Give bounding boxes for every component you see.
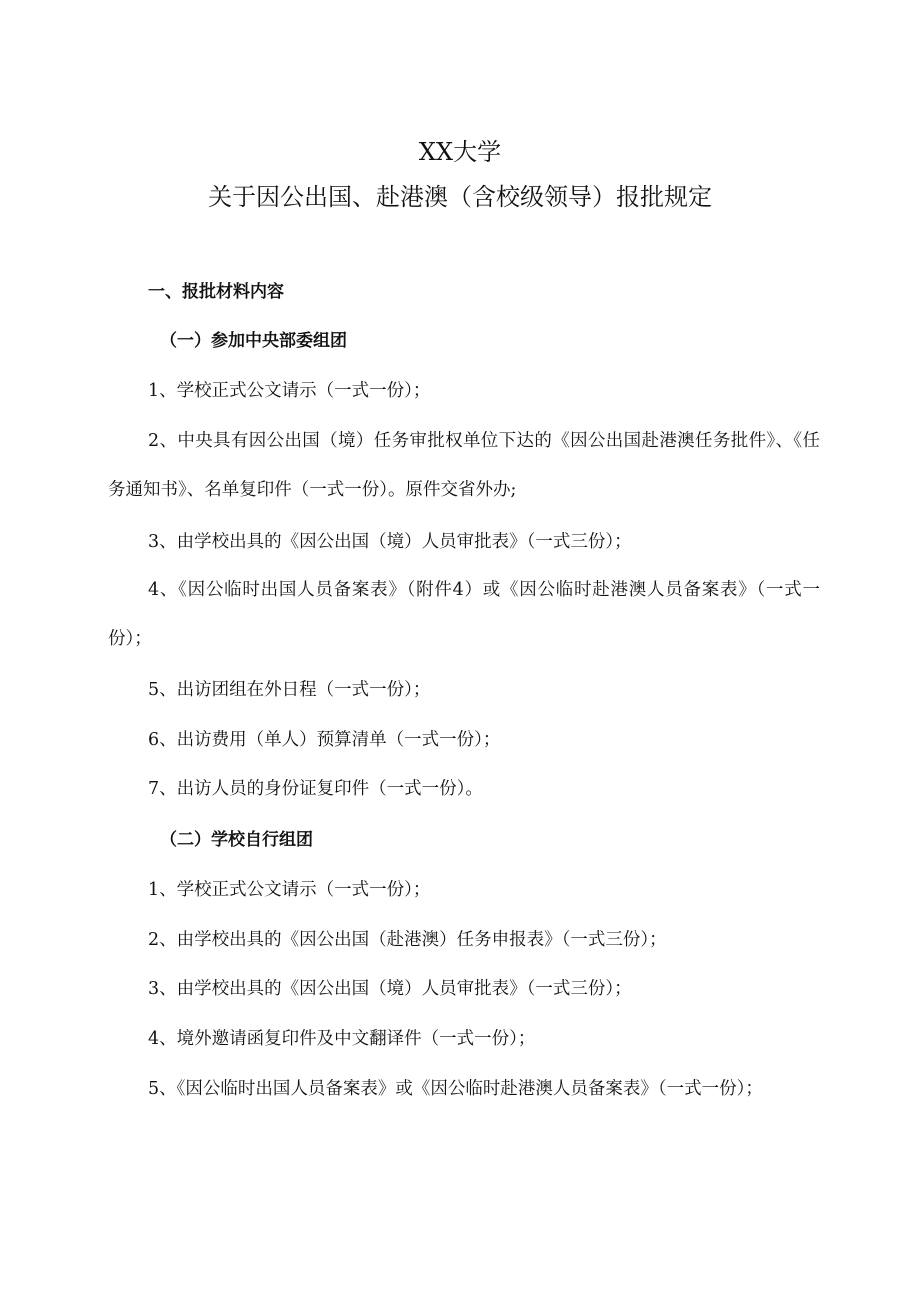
document-title-university: XX大学 [418,138,502,166]
subsection-heading-central-ministry: （一）参加中央部委组团 [160,331,347,351]
list-item: 7、出访人员的身份证复印件（一式一份）。 [148,779,483,799]
list-item: 1、学校正式公文请示（一式一份）； [148,381,431,401]
list-item: 1、学校正式公文请示（一式一份）； [148,880,431,900]
list-item: 2、中央具有因公出国（境）任务审批权单位下达的《因公出国赴港澳任务批件》、《任务通知书》、名单复印件（一式一份）。原件交省外办; [108,431,820,500]
list-item: 3、由学校出具的《因公出国（境）人员审批表》（一式三份）； [148,979,632,999]
list-item: 4、境外邀请函复印件及中文翻译件（一式一份）； [148,1029,536,1049]
list-item: 5、出访团组在外日程（一式一份）； [148,680,431,700]
list-item: 2、由学校出具的《因公出国（赴港澳）任务申报表》（一式三份）； [148,930,667,950]
list-item: 6、出访费用（单人）预算清单（一式一份）； [148,730,501,750]
subsection-heading-school-group: （二）学校自行组团 [160,830,313,850]
list-item: 4、《因公临时出国人员备案表》（附件4）或《因公临时赴港澳人员备案表》（一式一份）； [108,580,820,649]
list-item: 5、《因公临时出国人员备案表》或《因公临时赴港澳人员备案表》（一式一份）； [148,1079,763,1099]
list-item: 3、由学校出具的《因公出国（境）人员审批表》（一式三份）； [148,532,632,552]
section-heading-materials: 一、报批材料内容 [148,282,284,302]
document-title-regulation: 关于因公出国、赴港澳（含校级领导）报批规定 [208,183,712,211]
